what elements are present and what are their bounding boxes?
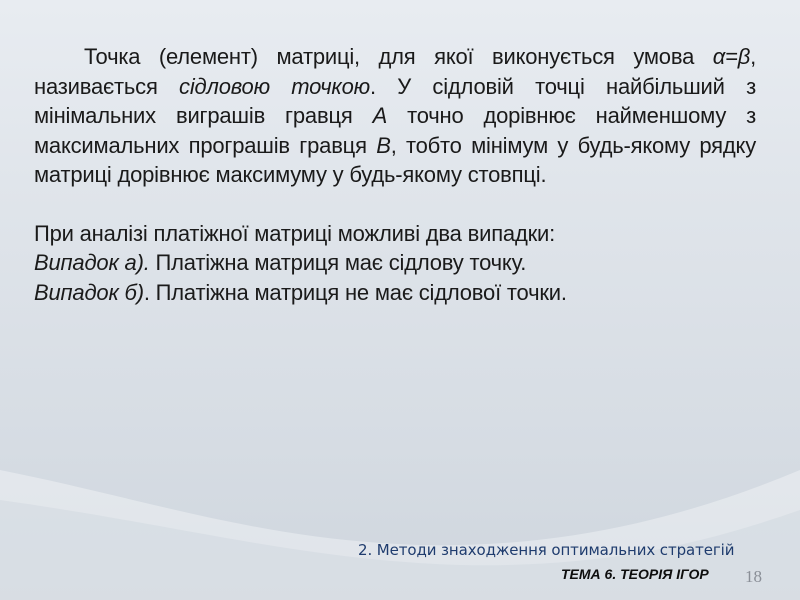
case-a bbox=[34, 248, 756, 278]
definition-text-2: , називається bbox=[34, 44, 756, 99]
cases-intro: При аналізі платіжної матриці можливі два випадки: bbox=[34, 220, 556, 246]
case-a-label: Випадок а). bbox=[34, 250, 150, 275]
condition-formula: α=β bbox=[712, 44, 751, 69]
definition-text-5: , тобто мінімум у будь-якому рядку матриці дорівнює максимуму у будь-якому стовпці. bbox=[34, 132, 756, 187]
slide-body bbox=[34, 42, 756, 307]
definition-text-1: Точка (елемент) матриці, для якої виконується умова bbox=[84, 44, 713, 69]
saddle-point-definition bbox=[34, 42, 756, 190]
saddle-point-term: сідловою точкою bbox=[179, 73, 370, 99]
case-b bbox=[34, 278, 756, 308]
page-number: 18 bbox=[745, 567, 762, 586]
case-a-text: Платіжна матриця має сідлову точку. bbox=[149, 250, 527, 275]
topic-title: ТЕМА 6. ТЕОРІЯ ІГОР bbox=[561, 566, 709, 582]
player-b-label: В bbox=[376, 132, 391, 158]
case-b-label: Випадок б) bbox=[34, 279, 144, 305]
definition-text-3: . У сідловій точці найбільший з мінімальних виграшів гравця bbox=[34, 73, 756, 128]
paragraph-spacer bbox=[34, 190, 756, 219]
section-subtitle: 2. Методи знаходження оптимальних стратегій bbox=[358, 541, 735, 559]
definition-text-4: точно дорівнює найменшому з максимальних програшів гравця bbox=[34, 103, 757, 158]
case-b-text: . Платіжна матриця не має сідлової точки. bbox=[143, 279, 567, 305]
player-a-label: А bbox=[372, 103, 388, 128]
